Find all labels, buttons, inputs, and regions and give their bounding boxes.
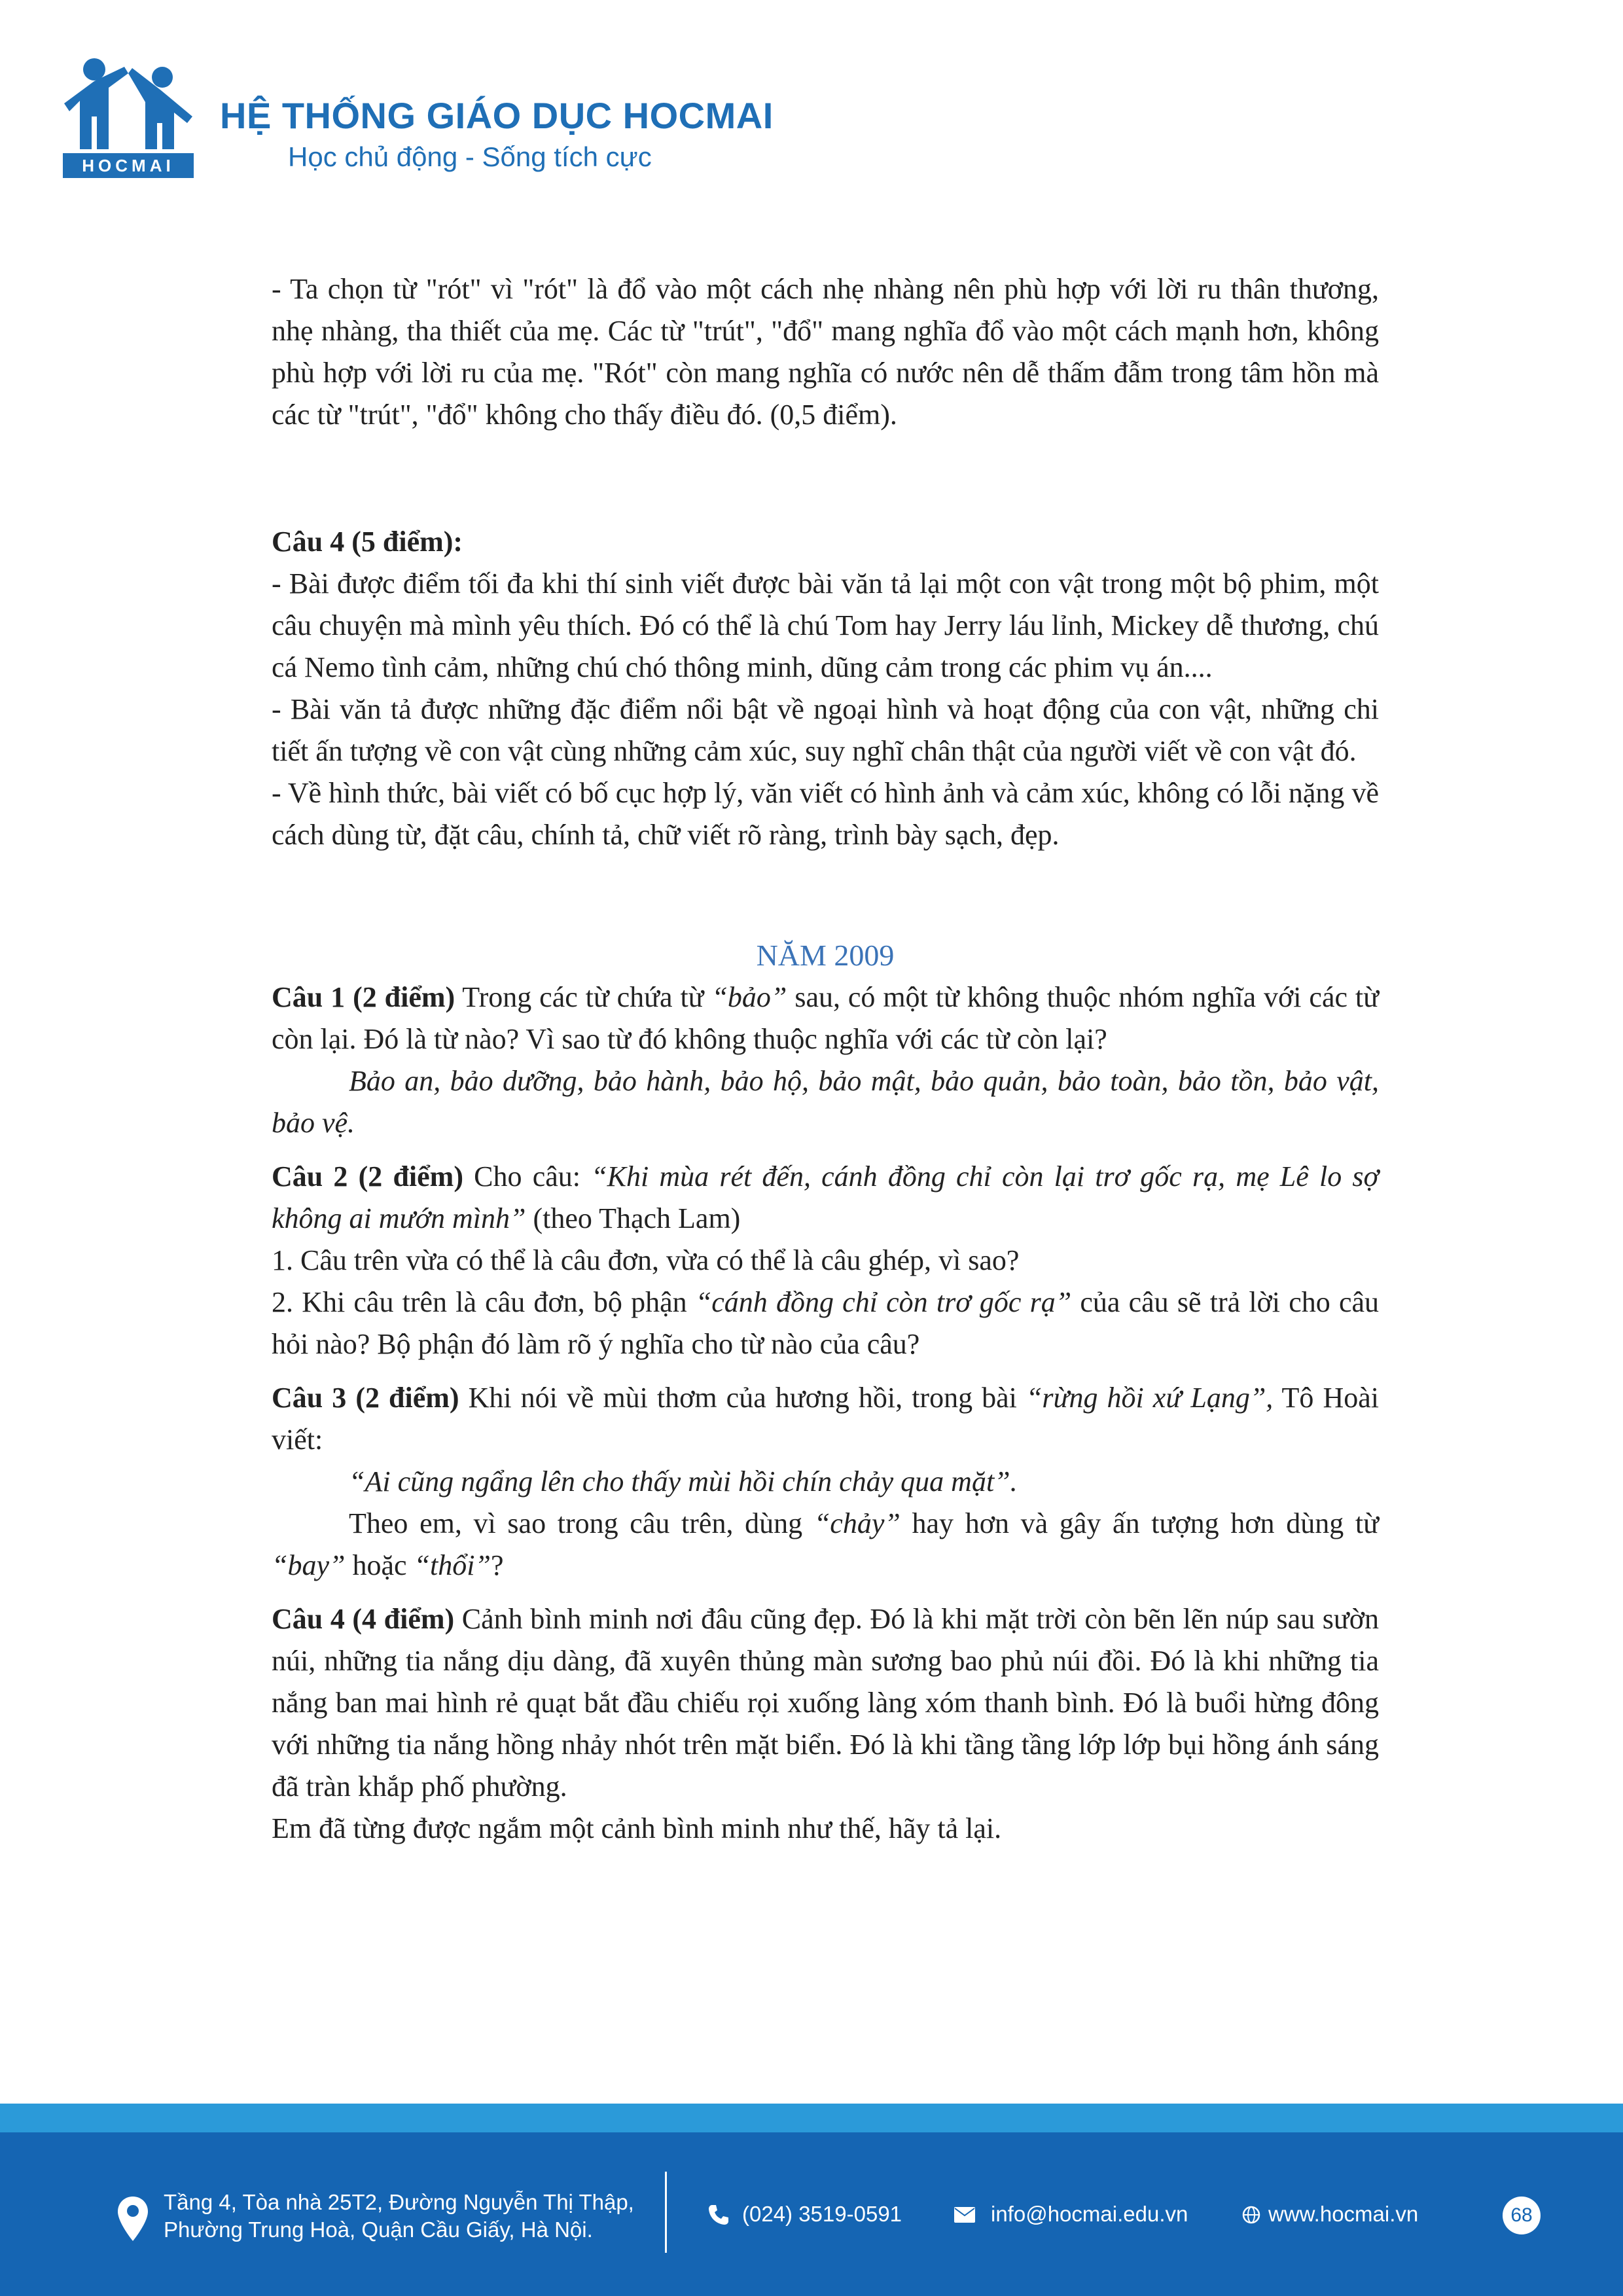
page-header <box>63 51 1110 182</box>
question-2-item-1: 1. Câu trên vừa có thể là câu đơn, vừa có thể là câu ghép, vì sao? <box>272 1244 1020 1276</box>
footer-divider <box>665 2172 667 2253</box>
cau4-bullet-3: - Về hình thức, bài viết có bố cục hợp lý, văn viết có hình ảnh và cảm xúc, không có lỗi nặng về cách dùng từ, đặt câu, chính tả, chữ viết rõ ràng, trình bày sạch, đẹp. <box>272 777 1379 851</box>
question-4-task: Em đã từng được ngắm một cảnh bình minh như thế, hãy tả lại. <box>272 1812 1002 1844</box>
footer-address: Tầng 4, Tòa nhà 25T2, Đường Nguyễn Thị Thập, Phường Trung Hoà, Quận Cầu Giấy, Hà Nội. <box>164 2190 634 2242</box>
mail-icon <box>954 2207 975 2223</box>
footer-accent-strip <box>0 2104 1623 2132</box>
cau4-title: Câu 4 (5 điểm): <box>272 526 463 558</box>
question-3-quote: “Ai cũng ngẩng lên cho thấy mùi hồi chín chảy qua mặt”. <box>349 1465 1018 1498</box>
question-2-item-2: 2. Khi câu trên là câu đơn, bộ phận “cánh đồng chỉ còn trơ gốc rạ” của câu sẽ trả lời cho câu hỏi nào? Bộ phận đó làm rõ ý nghĩa cho từ nào của câu? <box>272 1286 1380 1360</box>
question-3-prompt: Theo em, vì sao trong câu trên, dùng “chảy” hay hơn và gây ấn tượng hơn dùng từ “bay” hoặc “thổi”? <box>272 1507 1379 1581</box>
document-body <box>272 268 1379 1850</box>
footer-email[interactable]: info@hocmai.edu.vn <box>991 2202 1188 2226</box>
footer-website[interactable]: www.hocmai.vn <box>1268 2202 1419 2226</box>
question-1: Câu 1 (2 điểm) Trong các từ chứa từ “bảo” sau, có một từ không thuộc nhóm nghĩa với các từ còn lại. Đó là từ nào? Vì sao từ đó không thuộc nghĩa với các từ còn lại? <box>272 981 1379 1055</box>
phone-icon <box>707 2203 730 2227</box>
question-4: Câu 4 (4 điểm) Cảnh bình minh nơi đâu cũng đẹp. Đó là khi mặt trời còn bẽn lẽn núp sau sườn núi, những tia nắng dịu dàng, đã xuyên thủng màn sương bao phủ núi đồi. Đó là khi những tia nắng ban mai hình rẻ quạt bắt đầu chiếu rọi xuống làng xóm thanh bình. Đó là buổi hừng đông với những tia nắng hồng nhảy nhót trên mặt biển. Đó là khi tầng tầng lớp lớp bụi hồng ánh sáng đã tràn khắp phố phường. <box>272 1603 1380 1803</box>
page-number: 68 <box>1503 2197 1541 2234</box>
globe-icon <box>1242 2206 1260 2224</box>
location-pin-icon <box>116 2195 149 2242</box>
cau4-bullet-1: - Bài được điểm tối đa khi thí sinh viết được bài văn tả lại một con vật trong một bộ phim, một câu chuyện mà mình yêu thích. Đó có thể là chú Tom hay Jerry láu lỉnh, Mickey dễ thương, chú cá Nemo tình cảm, những chú chó thông minh, dũng cảm trong các phim vụ án.... <box>272 567 1379 683</box>
question-3: Câu 3 (2 điểm) Khi nói về mùi thơm của hương hồi, trong bài “rừng hồi xứ Lạng”, Tô Hoài viết: <box>272 1382 1379 1456</box>
footer-phone[interactable]: (024) 3519-0591 <box>742 2202 902 2226</box>
brand-slogan: Học chủ động - Sống tích cực <box>288 141 652 172</box>
question-1-word-list: Bảo an, bảo dưỡng, bảo hành, bảo hộ, bảo mật, bảo quản, bảo toàn, bảo tồn, bảo vật, bảo vệ. <box>272 1065 1379 1139</box>
logo-text: HOCMAI <box>82 156 175 175</box>
page-footer <box>0 2132 1623 2296</box>
year-heading: NĂM 2009 <box>756 939 895 972</box>
hocmai-logo <box>63 51 194 178</box>
question-2: Câu 2 (2 điểm) Cho câu: “Khi mùa rét đến, cánh đồng chỉ còn lại trơ gốc rạ, mẹ Lê lo sợ không ai mướn mình” (theo Thạch Lam) <box>272 1160 1379 1234</box>
answer-paragraph: - Ta chọn từ "rót" vì "rót" là đổ vào một cách nhẹ nhàng nên phù hợp với lời ru thân thương, nhẹ nhàng, tha thiết của mẹ. Các từ "trút", "đổ" mang nghĩa đổ vào một cách mạnh hơn, không phù hợp với lời ru của mẹ. "Rót" còn mang nghĩa có nước nên dễ thấm đẫm trong tâm hồn mà các từ "trút", "đổ" không cho thấy điều đó. (0,5 điểm). <box>272 273 1379 431</box>
brand-title: HỆ THỐNG GIÁO DỤC HOCMAI <box>220 95 774 136</box>
cau4-bullet-2: - Bài văn tả được những đặc điểm nổi bật về ngoại hình và hoạt động của con vật, những chi tiết ấn tượng về con vật cùng những cảm xúc, suy nghĩ chân thật của người viết về con vật đó. <box>272 693 1379 767</box>
